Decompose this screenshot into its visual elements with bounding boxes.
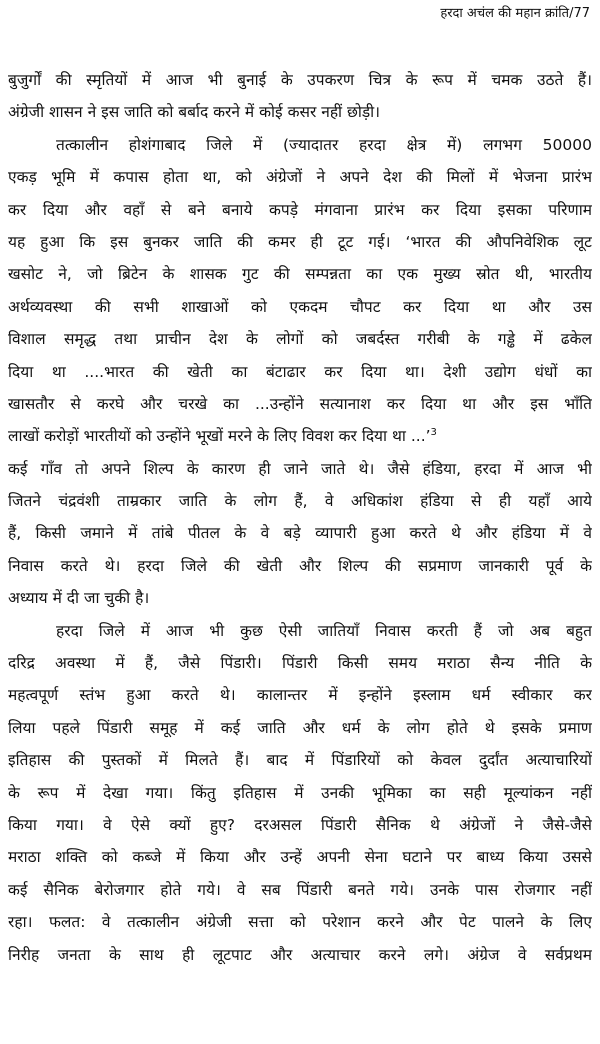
text-line: खसोट ने, जो ब्रिटेन के शासक गुट की सम्पन्नता का एक मुख्य स्रोत थी, भारतीय: [8, 265, 592, 284]
text-line: एकड़ भूमि में कपास होता था, को अंग्रेजों ने अपने देश की मिलों में भेजना प्रारंभ: [8, 168, 592, 187]
text-line: कई सैनिक बेरोजगार होते गये। वे सब पिंडारी बनते गये। उनके पास रोजगार नहीं: [8, 880, 592, 899]
text-line: के रूप में देखा गया। किंतु इतिहास में उनकी भूमिका का सही मूल्यांकन नहीं: [8, 783, 592, 802]
text-line: बुजुर्गों की स्मृतियों में आज भी बुनाई के उपकरण चित्र के रूप में चमक उठते हैं।: [8, 71, 592, 89]
text-line: महत्वपूर्ण स्तंभ हुआ करते थे। कालान्तर में इन्होंने इस्लाम धर्म स्वीकार कर: [8, 686, 592, 705]
text-line: यह हुआ कि इस बुनकर जाति की कमर ही टूट गई। ‘भारत की औपनिवेशिक लूट: [8, 232, 592, 251]
text-line: अंग्रेजी शासन ने इस जाति को बर्बाद करने में कोई कसर नहीं छोड़ी।: [8, 103, 381, 122]
text-line: अर्थव्यवस्था की सभी शाखाओं को एकदम चौपट कर दिया था और उस: [8, 297, 592, 316]
text-line: मराठा शक्ति को कब्जे में किया और उन्हें अपनी सेना घटाने पर बाध्य किया उससे: [8, 848, 592, 867]
body-text: [8, 64, 592, 971]
text-line: कर दिया और वहाँ से बने बनाये कपड़े मंगवाना प्रारंभ कर दिया इसका परिणाम: [8, 200, 592, 219]
text-line: विशाल समृद्ध तथा प्राचीन देश के लोगों को जबर्दस्त गरीबी के गड्ढे में ढकेल: [8, 330, 592, 349]
text-line: दरिद्र अवस्था में हैं, जैसे पिंडारी। पिंडारी किसी समय मराठा सैन्य नीति के: [8, 654, 592, 673]
text-line: जितने चंद्रवंशी ताम्रकार जाति के लोग हैं, वे अधिकांश हंडिया से ही यहाँ आये: [8, 492, 592, 511]
text-line: हैं, किसी जमाने में तांबे पीतल के वे बड़े व्यापारी हुआ करते थे और हंडिया में वे: [8, 524, 592, 543]
footnote-mark: 3: [430, 427, 437, 439]
text-line: खासतौर से करघे और चरखे का ...उन्होंने सत्यानाश कर दिया था और इस भाँति: [8, 394, 592, 413]
paragraph-start-line: तत्कालीन होशंगाबाद जिले में (ज्यादातर हरदा क्षेत्र में) लगभग 50000: [56, 135, 592, 154]
text-line: दिया था ....भारत की खेती का बंटाढार कर दिया था। देशी उद्योग धंधों का: [8, 362, 592, 381]
text-line-with-footnote: [8, 420, 592, 452]
text-line: अध्याय में दी जा चुकी है।: [8, 589, 150, 608]
text-line: रहा। फलत: वे तत्कालीन अंग्रेजी सत्ता को परेशान करने और पेट पालने के लिए: [8, 913, 592, 932]
text-line: इतिहास की पुस्तकों में मिलते हैं। बाद में पिंडारियों को केवल दुर्दांत अत्याचारियों: [8, 751, 592, 770]
text-line: निरीह जनता के साथ ही लूटपाट और अत्याचार करने लगे। अंग्रेज वे सर्वप्रथम: [8, 945, 592, 964]
text-line: निवास करते थे। हरदा जिले की खेती और शिल्प की सप्रमाण जानकारी पूर्व के: [8, 556, 592, 575]
text-line: किया गया। वे ऐसे क्यों हुए? दरअसल पिंडारी सैनिक थे अंग्रेजों ने जैसे-जैसे: [8, 815, 592, 834]
running-header: हरदा अचंल की महान क्रांति/77: [440, 6, 590, 21]
text-line-content: लाखों करोड़ों भारतीयों को उन्होंने भूखों मरने के लिए विवश कर दिया था ...’: [8, 427, 431, 446]
text-line: लिया पहले पिंडारी समूह में कई जाति और धर्म के लोग होते थे इसके प्रमाण: [8, 718, 592, 737]
paragraph-start-line: हरदा जिले में आज भी कुछ ऐसी जातियाँ निवास करती हैं जो अब बहुत: [56, 621, 592, 640]
text-line: कई गाँव तो अपने शिल्प के कारण ही जाने जाते थे। जैसे हंडिया, हरदा में आज भी: [8, 459, 592, 478]
